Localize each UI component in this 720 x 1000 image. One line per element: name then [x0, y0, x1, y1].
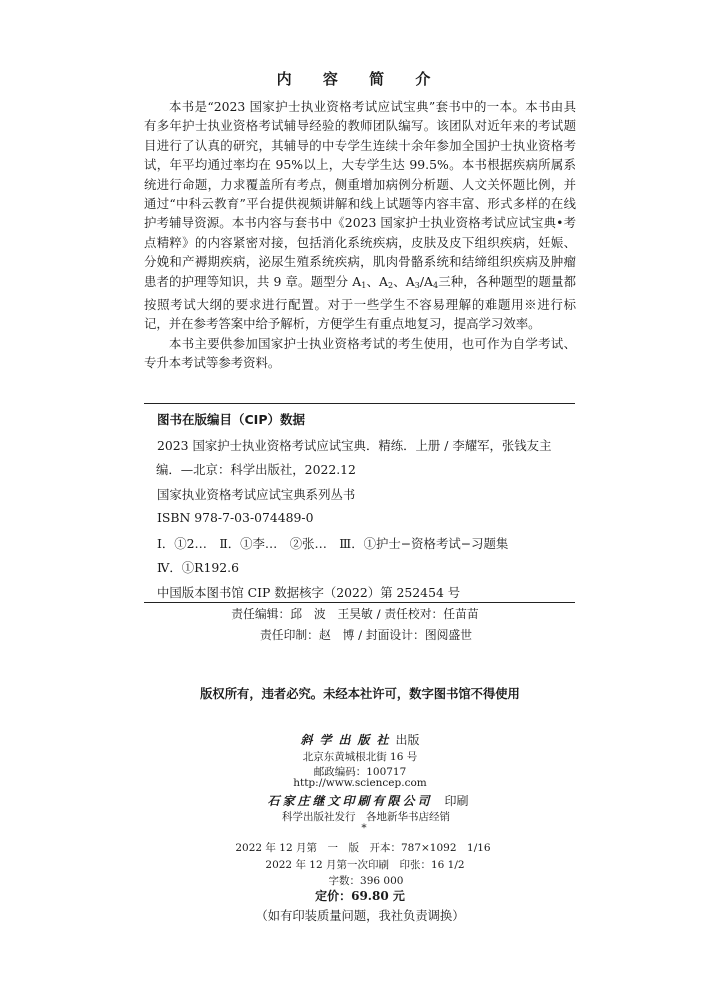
cip-heading: 图书在版编目（CIP）数据	[157, 412, 305, 427]
publisher-zip: 邮政编码：100717	[313, 766, 407, 778]
price: 定价：69.80 元	[315, 889, 405, 903]
publisher-address: 北京东黄城根北街 16 号	[302, 751, 418, 763]
publisher-url: http://www.sciencep.com	[293, 777, 427, 789]
separator-star: *	[361, 822, 367, 834]
subscript: 3	[414, 280, 420, 290]
intro-text: /A	[419, 273, 433, 289]
cip-record-number: 中国版本图书馆 CIP 数据核字（2022）第 252454 号	[157, 585, 461, 600]
subscript: 2	[387, 280, 394, 290]
book-introduction	[144, 97, 576, 373]
cip-line: 国家执业资格考试应试宝典系列丛书	[157, 487, 356, 502]
printer-line	[8, 792, 720, 809]
distribution-line: 科学出版社发行 各地新华书店经销	[282, 811, 450, 823]
editor-credits: 责任印制：赵 博 / 封面设计：图阅盛世	[259, 628, 473, 642]
intro-text: 、A	[393, 273, 415, 289]
cip-line: 2023 国家护士执业资格考试应试宝典．精练．上册 / 李耀军，张钱友主	[157, 438, 552, 453]
printer-suffix: 印刷	[444, 794, 469, 808]
subscript: 1	[361, 280, 367, 290]
page-title: 内 容 简 介	[276, 70, 444, 88]
intro-paragraph-2: 本书主要供参加国家护士执业资格考试的考生使用，也可作为自学考试、专升本考试等参考资料。	[144, 335, 576, 371]
copyright-notice: 版权所有，违者必究。未经本社许可，数字图书馆不得使用	[200, 687, 520, 701]
quality-notice: （如有印装质量问题，我社负责调换）	[255, 909, 465, 923]
word-count: 字数：396 000	[328, 875, 404, 887]
cip-data-block	[144, 403, 575, 603]
cip-line: 编．—北京：科学出版社，2022.12	[156, 462, 356, 477]
cip-isbn: ISBN 978-7-03-074489-0	[157, 510, 314, 525]
printing-info: 2022 年 12 月第一次印刷 印张：16 1/2	[265, 859, 465, 871]
cip-classification: Ⅰ．①2… Ⅱ．①李… ②张… Ⅲ．①护士−资格考试−习题集	[157, 536, 509, 551]
intro-text: 三种，各种题型的题量都按照考试大纲的要求进行配置。对于一些学生不容易理解的难题用※进行标记，并在参考答案中给予解析，方便学生有重点地复习，提高学习效率。	[144, 273, 577, 332]
subscript: 4	[432, 280, 439, 290]
publisher-suffix: 出版	[395, 733, 420, 747]
printer-logo: 石家庄继文印刷有限公司	[267, 794, 433, 808]
editor-credits: 责任编辑：邱 波 王昊敏 / 责任校对：任苗苗	[231, 607, 479, 621]
publisher-line	[0, 731, 720, 748]
cip-classification: Ⅳ．①R192.6	[157, 560, 239, 575]
edition-info: 2022 年 12 月第 一 版 开本：787×1092 1/16	[235, 842, 491, 854]
publisher-logo: 斜学出版社	[300, 733, 396, 747]
intro-paragraph-1	[144, 97, 576, 334]
intro-text: 本书是“2023 国家护士执业资格考试应试宝典”套书中的一本。本书由具有多年护士执业资格考试辅导经验的教师团队编写。该团队对近年来的考试题目进行了认真的研究，其辅导的中专学生连续十余年参加全国护士执业资格考试，年平均通过率均在 95%以上，大专学生达 99.5%。本书根据疾病所属系统进行命题，力求覆盖所有考点，侧重增加病例分析题、人文关怀题比例，并通过“中科云教育”平台提供视频讲解和线上试题等内容丰富、形式多样的在线护考辅导资源。本书内容与套书中《2023 国家护士执业资格考试应试宝典•考点精粹》的内容紧密对接，包括消化系统疾病，皮肤及皮下组织疾病，妊娠、分娩和产褥期疾病，泌尿生殖系统疾病，肌肉骨骼系统和结缔组织疾病及肿瘤患者的护理等知识，共 9 章。题型分 A	[144, 99, 576, 289]
intro-text: 、A	[366, 273, 388, 289]
